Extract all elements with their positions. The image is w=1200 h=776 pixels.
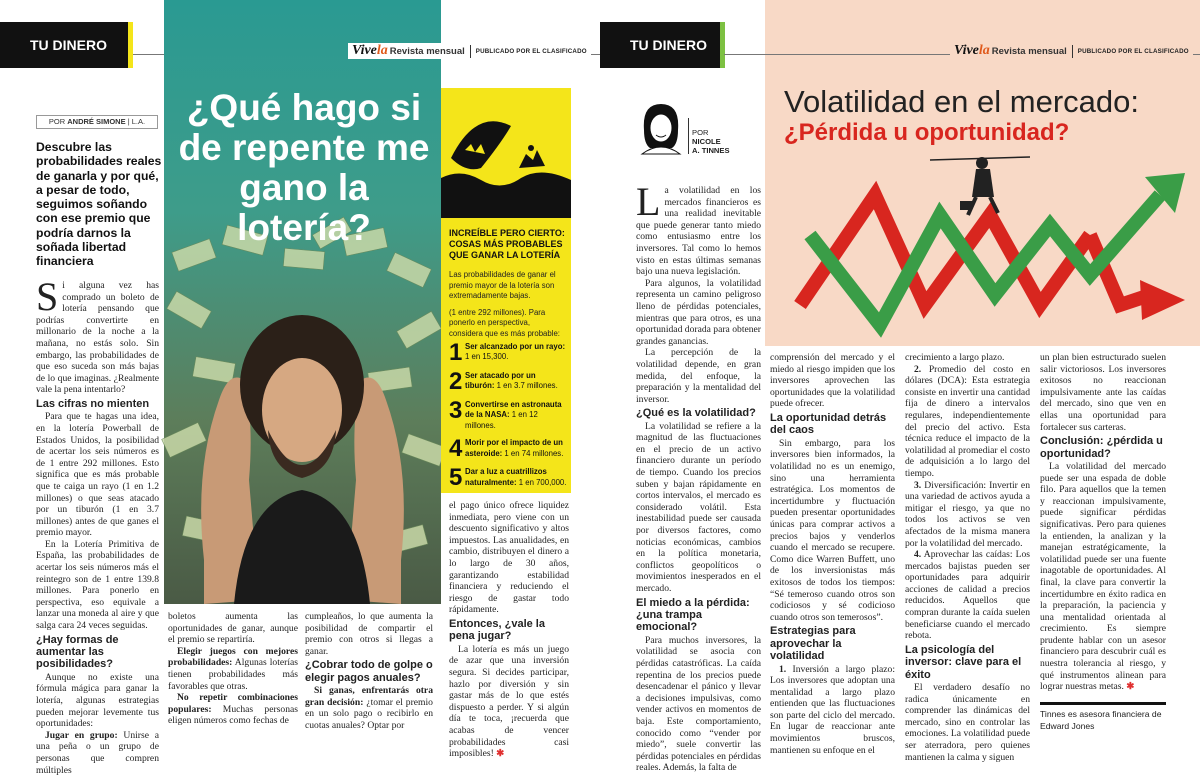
- section-label: TU DINERO: [600, 22, 724, 68]
- sidebar-list-item: [449, 464, 567, 492]
- brand-masthead: [950, 43, 1193, 59]
- subhead: ¿Qué es la volatilidad?: [636, 407, 756, 420]
- section-label: TU DINERO: [0, 22, 133, 68]
- sidebar-list-item: [449, 368, 567, 395]
- right-col-1: La volatilidad en los mercados financieros es una realidad inevitable que puede generar tanto miedo como entusiasmo entre los inversores. Tal como lo hemos visto en estas últimas semanas bajo una nueva legislación. Para algunos, la volatilidad representa un camino peligroso lleno de pérdidas potenciales, mientras que para otros, es una oportunidad dorada para obtener grandes ganancias. La percepción de la volatilidad depende, en gran medida, del enfoque, la preparación y la mentalidad del inversor. ¿Qué es la volatilidad? La volatilidad se refiere a la magnitud de las fluctuaciones en el precio de un activo financiero durante un período de tiempo. Cuando los precios suben y bajan rápidamente en cortos intervalos, el mercado es considerado volátil. Esta inestabilidad puede ser causada por diversos factores, como noticias económicas, cambios en la política monetaria, conflictos geopolíticos o movimientos inesperados en el mercado. El miedo a la pérdida: ¿una trampa emocional? Para muchos inversores, la volatilidad se asocia con pérdidas catastróficas. La caída repentina de los precios puede desencadenar el pánico y llevar a decisiones impulsivas, como vender activos en momentos de baja. Este comportamiento, conocido como “vender por miedo”, suele convertir las pérdidas potenciales en pérdidas reales. Además, la falta de: [636, 179, 761, 774]
- right-col-2: comprensión del mercado y el miedo al riesgo impiden que los inversores aprovechen las oportunidades que la volatilidad puede ofrecer. La oportunidad detrás del caos Sin embargo, para los inversores bien informados, la volatilidad no es un enemigo, sino una herramienta estratégica. Los momentos de incertidumbre y fluctuación pueden presentar oportunidades únicas para comprar activos a precios bajos y venderlos cuando el mercado se recupere. Como dice Warren Buffett, uno de los inversionistas más exitosos de todos los tiempos: “Sé temeroso cuando otros son codiciosos y sé codicioso cuando otros son temerosos”. Estrategias para aprovechar la volatilidad 1. Inversión a largo plazo: Los inversores que adoptan una mentalidad a largo plazo entienden que las fluctuaciones son parte del ciclo del mercado. En lugar de reaccionar ante movimientos bruscos, mantienen su enfoque en el: [770, 352, 895, 756]
- brand-logo: Vivela: [352, 43, 388, 58]
- sidebar-item-number: 1: [449, 339, 463, 366]
- author-bio: Tinnes es asesora financiera de Edward Jones: [1040, 709, 1162, 731]
- article-title: ¿Qué hago si de repente me gano la lotería?: [178, 87, 430, 248]
- sidebar-item-number: 5: [449, 464, 463, 492]
- volatility-illustration: [790, 155, 1200, 335]
- subhead: ¿Cobrar todo de golpe o elegir pagos anuales?: [305, 659, 433, 684]
- sidebar-item-number: 4: [449, 435, 463, 463]
- right-col-4: un plan bien estructurado suelen salir victoriosos. Los inversores exitosos no reaccionan impulsivamente ante las caídas del mercado, sino que ven en ellas una oportunidad para fortalecer sus carteras. Conclusión: ¿pérdida u oportunidad? La volatilidad del mercado puede ser una espada de doble filo. Para aquellos que la temen y reaccionan impulsivamente, puede significar pérdidas significativas. Pero para quienes la entienden, la analizan y la manejan estratégicamente, la volatilidad puede ser una fuente inagotable de oportunidades. Al final, la clave para convertir la incertidumbre en éxito radica en la preparación, la paciencia y una mentalidad orientada al crecimiento. Es siempre prudente hablar con un asesor financiero para descubrir cuál es nuestra tolerancia al riesgo, y qué instrumentos alinean para lograr nuestras metas. ✱: [1040, 352, 1166, 693]
- byline-divider: [688, 118, 689, 154]
- end-mark: ✱: [496, 748, 505, 760]
- subhead: El miedo a la pérdida: ¿una trampa emocional?: [636, 596, 750, 634]
- left-col-1: Si alguna vez has comprado un boleto de lotería pensando que podrías convertirte en millonario de la noche a la mañana, no estás solo. Sin embargo, las probabilidades de que eso suceda son más bajas de lo que imaginas. ¿Realmente vale la pena intentarlo? Las cifras no mienten Para que te hagas una idea, en la lotería Powerball de Estados Unidos, la posibilidad de acertar los seis números es de 1 entre 292 millones. Esto significa que es más probable que te caiga un rayo (1 en 1.2 millones) o que seas atacado por un tiburón (1 en 3.7 millones) antes de que ganes el premio mayor. En la Lotería Primitiva de España, las probabilidades de acertar los seis números más el reintegro son de 1 entre 139.8 millones. Para ponerlo en perspectiva, eso equivale a lanzar una moneda al aire y que salga cara 24 veces seguidas. ¿Hay formas de aumentar las posibilidades? Aunque no existe una fórmula mágica para ganar la lotería, algunas estrategias pueden mejorar levemente tus oportunidades: Jugar en grupo: Unirse a una peña o un grupo de personas que compren múltiples: [36, 274, 159, 776]
- subhead: Conclusión: ¿pérdida u oportunidad?: [1040, 435, 1163, 460]
- left-col-3: cumpleaños, lo que aumenta la posibilidad de compartir el premio con otros si llegas a ganar. ¿Cobrar todo de golpe o elegir pagos anuales? Si ganas, enfrentarás otra gran decisión: ¿tomar el premio en un solo pago o recibirlo en cuotas anuales? Optar por: [305, 611, 433, 731]
- dropcap: L: [636, 179, 661, 224]
- subhead: Las cifras no mienten: [36, 397, 150, 410]
- byline: POR NICOLE A. TINNES: [692, 128, 730, 155]
- sidebar-list-item: [449, 435, 567, 463]
- brand-publisher: PUBLICADO POR EL CLASIFICADO: [475, 47, 587, 55]
- sidebar-item-text: Convertirse en astronauta de la NASA: 1 en 12 millones.: [465, 400, 562, 430]
- sidebar-item-text: Morir por el impacto de un asteroide: 1 en 74 millones.: [465, 438, 564, 458]
- sidebar-item-text: Ser alcanzado por un rayo: 1 en 15,300.: [465, 342, 566, 362]
- author-portrait: [638, 100, 684, 154]
- sidebar-list-item: [449, 397, 567, 431]
- subhead: ¿Hay formas de aumentar las posibilidades?: [36, 633, 119, 671]
- sidebar-box: [441, 88, 571, 493]
- left-col-4: el pago único ofrece liquidez inmediata, pero viene con un descuento significativo y altos impuestos. Las anualidades, en cambio, distribuyen el dinero a lo largo de 30 años, garantizando estabilidad financiera y reduciendo el riesgo de gastar todo rápidamente. Entonces, ¿vale la pena jugar? La lotería es más un juego de azar que una inversión segura. Si decides participar, hazlo por diversión y sin gastar más de lo que estés dispuesto a perder. Y si algún día te toca, ¡recuerda que acabas de vencer probabilidades casi imposibles! ✱: [449, 500, 569, 760]
- sidebar-item-number: 2: [449, 368, 463, 395]
- sidebar-title: INCREÍBLE PERO CIERTO: COSAS MÁS PROBABLES QUE GANAR LA LOTERÍA: [449, 228, 565, 260]
- brand-logo: Vivela: [954, 43, 990, 58]
- sidebar-intro: Las probabilidades de ganar el premio mayor de la lotería son extremadamente bajas. (1 entre 292 millones). Para ponerlo en perspectiva, considera que es más probable:: [449, 270, 560, 338]
- brand-revista: Revista mensual: [991, 45, 1067, 57]
- article-subtitle: ¿Pérdida u oportunidad?: [784, 119, 1070, 146]
- bio-rule: [1040, 702, 1166, 705]
- sidebar-item-text: Ser atacado por un tiburón: 1 en 3.7 millones.: [465, 371, 558, 391]
- section-accent: [720, 22, 725, 68]
- byline: POR ANDRÉ SIMONE | L.A.: [36, 115, 158, 129]
- shark-illustration: [441, 88, 571, 218]
- sidebar-list: [449, 339, 567, 496]
- brand-revista: Revista mensual: [389, 45, 465, 57]
- brand-divider: [470, 45, 471, 58]
- author-portrait-illustration: [638, 100, 684, 154]
- subhead: La psicología del inversor: clave para el éxito: [905, 643, 1022, 681]
- end-mark: ✱: [1126, 681, 1135, 693]
- brand-masthead: [348, 43, 591, 59]
- sidebar-item-number: 3: [449, 397, 463, 424]
- sidebar-item-text: Dar a luz a cuatrillizos naturalmente: 1 en 700,000.: [465, 467, 567, 487]
- right-col-3: crecimiento a largo plazo. 2. Promedio del costo en dólares (DCA): Esta estrategia consiste en invertir una cantidad fija de dinero a intervalos regulares, independientemente del precio del activo. Esta técnica reduce el impacto de la volatilidad al promediar el costo de adquisición a lo largo del tiempo. 3. Diversificación: Invertir en una variedad de activos ayuda a mitigar el riesgo, ya que no todos los activos se ven afectados de la misma manera por la volatilidad del mercado. 4. Aprovechar las caídas: Los mercados bajistas pueden ser oportunidades para adquirir acciones de calidad a precios reducidos. Aquellos que compran durante la caída suelen beneficiarse cuando el mercado rebota. La psicología del inversor: clave para el éxito El verdadero desafío no radica únicamente en comprender las dinámicas del mercado, sino en controlar las emociones. La volatilidad puede ser aterradora, pero quienes mantienen la calma y siguen: [905, 352, 1030, 763]
- left-col-2: boletos aumenta las oportunidades de ganar, aunque el premio se repartiría. Elegir juegos con mejores probabilidades: Algunas loterías tienen probabilidades más favorables que otras. No repetir combinaciones populares: Muchas personas eligen números como fechas de: [168, 611, 298, 727]
- right-page: [600, 0, 1200, 774]
- sidebar-list-item: [449, 339, 567, 366]
- article-title: Volatilidad en el mercado:: [784, 84, 1140, 119]
- dropcap: S: [36, 274, 59, 319]
- brand-divider: [1072, 45, 1073, 58]
- subhead: Entonces, ¿vale la pena jugar?: [449, 617, 545, 643]
- brand-publisher: PUBLICADO POR EL CLASIFICADO: [1077, 47, 1189, 55]
- hero-image: [164, 0, 441, 604]
- subhead: La oportunidad detrás del caos: [770, 411, 887, 437]
- dek: Descubre las probabilidades reales de ganarla y por qué, a pesar de todo, seguimos soñando con ese premio que podría darnos la soñada libertad financiera: [36, 140, 162, 269]
- section-accent: [128, 22, 133, 68]
- subhead: Estrategias para aprovechar la volatilidad: [770, 625, 856, 663]
